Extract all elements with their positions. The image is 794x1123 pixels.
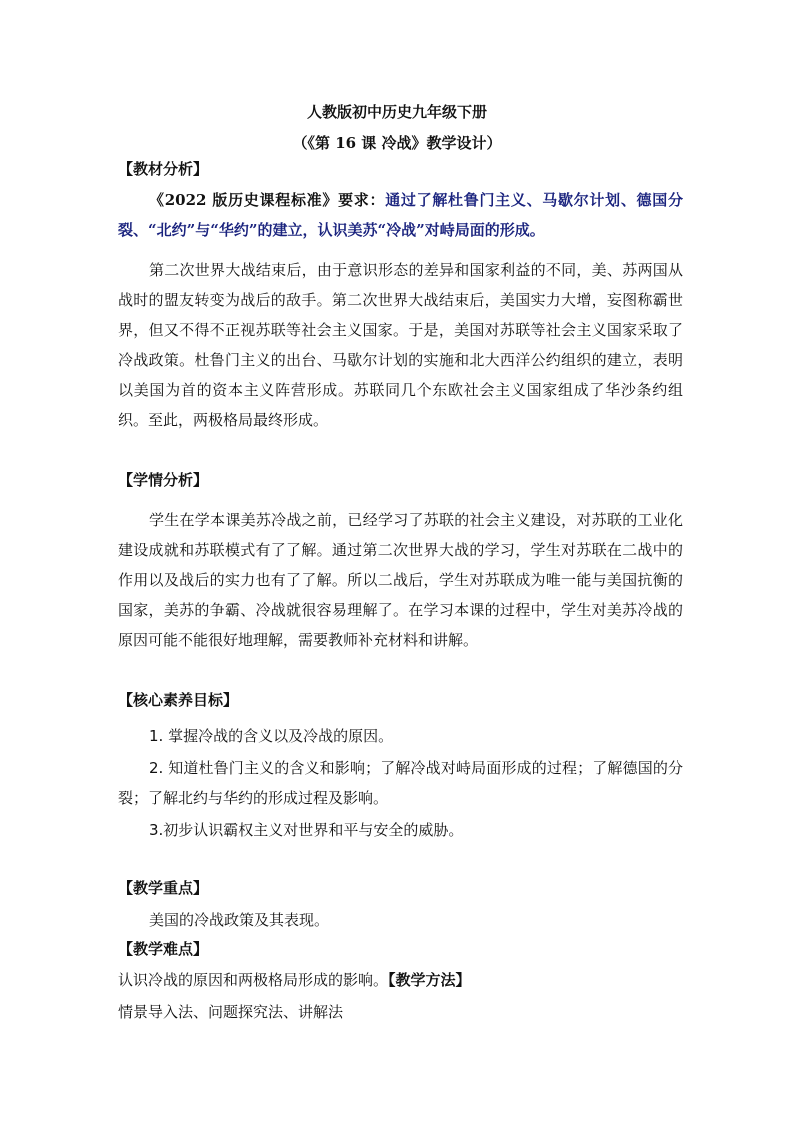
heading-student-analysis: 【学情分析】 <box>118 471 209 489</box>
difficulties-line <box>118 968 471 992</box>
curriculum-standard-text: 通过了解杜鲁门主义、马歇尔计划、德国分裂、“北约”与“华约”的建立，认识美苏“冷战”对峙局面的形成。 <box>118 191 683 239</box>
core-goal-item: 3.初步认识霸权主义对世界和平与安全的威胁。 <box>149 821 464 839</box>
document-title: 人教版初中历史九年级下册 <box>306 103 487 121</box>
heading-core-goals: 【核心素养目标】 <box>118 691 239 709</box>
heading-difficulties: 【教学难点】 <box>118 940 209 958</box>
heading-key-points: 【教学重点】 <box>118 879 209 897</box>
key-points-body: 美国的冷战政策及其表现。 <box>149 911 330 929</box>
core-goal-item: 2. 知道杜鲁门主义的含义和影响；了解冷战对峙局面形成的过程；了解德国的分裂；了解北约与华约的形成过程及影响。 <box>118 759 683 807</box>
textbook-analysis-body: 第二次世界大战结束后，由于意识形态的差异和国家利益的不同，美、苏两国从战时的盟友转变为战后的敌手。第二次世界大战结束后，美国实力大增，妄图称霸世界，但又不得不正视苏联等社会主义国家。于是，美国对苏联等社会主义国家采取了冷战政策。杜鲁门主义的出台、马歇尔计划的实施和北大西洋公约组织的建立，表明以美国为首的资本主义阵营形成。苏联同几个东欧社会主义国家组成了华沙条约组织。至此，两极格局最终形成。 <box>118 261 683 429</box>
student-analysis-body: 学生在学本课美苏冷战之前，已经学习了苏联的社会主义建设，对苏联的工业化建设成就和苏联模式有了了解。通过第二次世界大战的学习，学生对苏联在二战中的作用以及战后的实力也有了了解。所以二战后，学生对苏联成为唯一能与美国抗衡的国家，美苏的争霸、冷战就很容易理解了。在学习本课的过程中，学生对美苏冷战的原因可能不能很好地理解，需要教师补充材料和讲解。 <box>118 511 683 649</box>
core-goal-item: 1. 掌握冷战的含义以及冷战的原因。 <box>149 727 394 745</box>
difficulties-body: 认识冷战的原因和两极格局形成的影响。 <box>118 971 389 989</box>
curriculum-standard-paragraph <box>118 185 683 245</box>
curriculum-standard-intro: 《2022 版历史课程标准》要求： <box>149 191 386 209</box>
document-subtitle: （《第 16 课 冷战》教学设计） <box>292 134 502 152</box>
methods-body: 情景导入法、问题探究法、讲解法 <box>118 1003 344 1021</box>
heading-methods: 【教学方法】 <box>388 971 471 989</box>
heading-textbook-analysis: 【教材分析】 <box>118 160 209 178</box>
